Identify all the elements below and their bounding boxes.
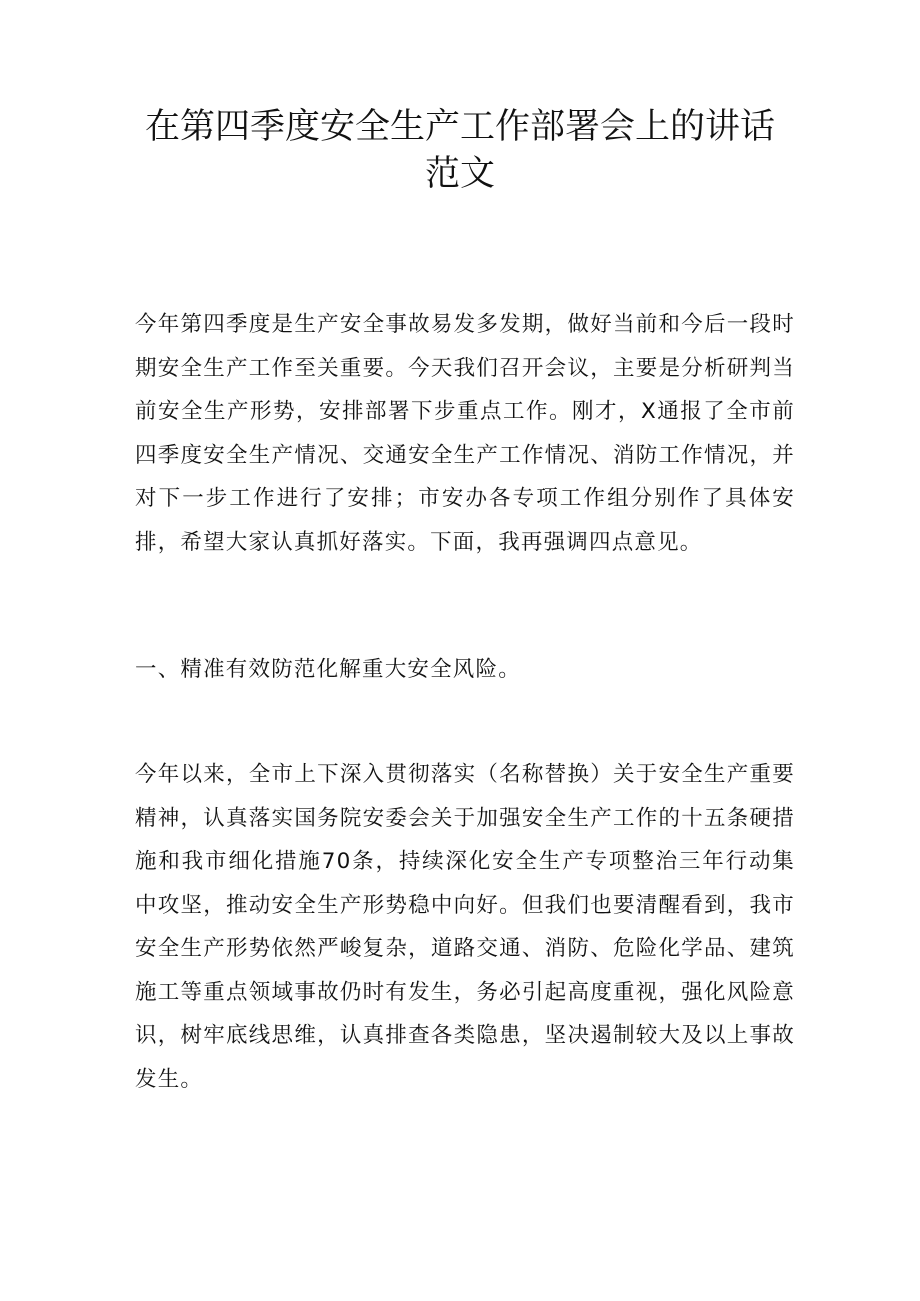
section-heading-1: 一、精准有效防范化解重大安全风险。 [135, 657, 521, 682]
document-title [0, 104, 920, 198]
title-line-1: 在第四季度安全生产工作部署会上的讲话 [144, 107, 775, 147]
paragraph-section-1: 今年以来，全市上下深入贯彻落实（名称替换）关于安全生产重要精神，认真落实国务院安委会关于加强安全生产工作的十五条硬措施和我市细化措施70条，持续深化安全生产专项整治三年行动集中攻坚，推动安全生产形势稳中向好。但我们也要清醒看到，我市安全生产形势依然严峻复杂，道路交通、消防、危险化学品、建筑施工等重点领域事故仍时有发生，务必引起高度重视，强化风险意识，树牢底线思维，认真排查各类隐患，坚决遏制较大及以上事故发生。 [135, 762, 795, 1092]
title-line-2: 范文 [424, 154, 495, 194]
paragraph-intro: 今年第四季度是生产安全事故易发多发期，做好当前和今后一段时期安全生产工作至关重要。今天我们召开会议，主要是分析研判当前安全生产形势，安排部署下步重点工作。刚才，X通报了全市前四季度安全生产情况、交通安全生产工作情况、消防工作情况，并对下一步工作进行了安排；市安办各专项工作组分别作了具体安排，希望大家认真抓好落实。下面，我再强调四点意见。 [135, 312, 795, 555]
